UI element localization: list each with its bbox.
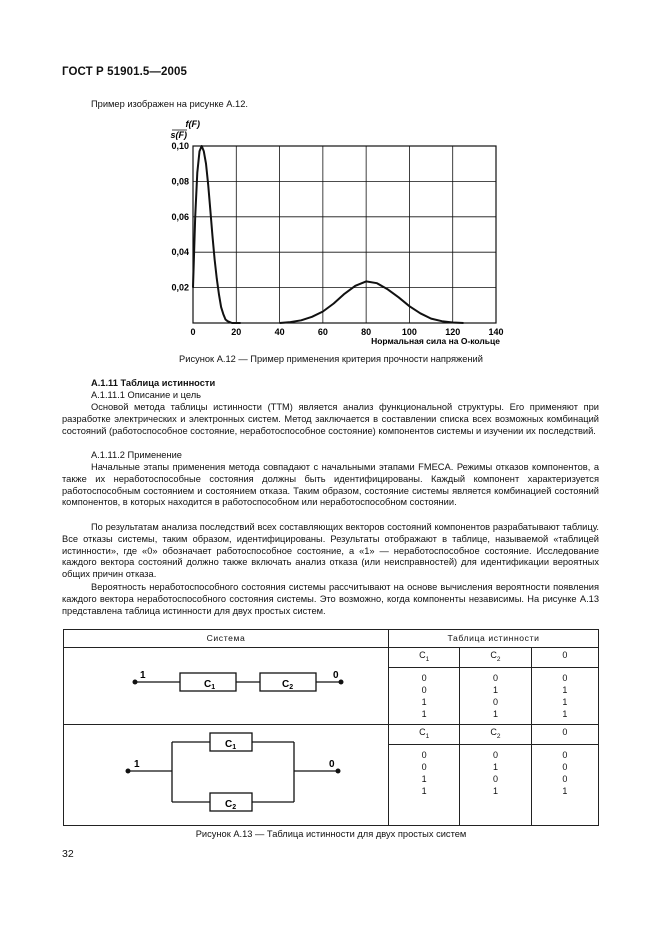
svg-text:C2: $C_2$ [282,679,294,691]
paragraph-4: Вероятность неработоспособного состояния системы рассчитывают на основе вычисления вероятности появления каждого вектора неработоспособного состояния системы. Это возможно, когда компоненты независимы. На рисунке А.13 представлена таблица истинности для двух простых систем. [62,582,599,616]
input-node-label: 1 [134,759,140,770]
paragraph-1: Основой метода таблицы истинности (ТТМ) является анализ функциональной структуры. Его применяют при разработке электрических и электронных систем. Метод заключается в составлении списка всех возможных комбинаций состояний (работоспособное состояние, неработоспособное состояние) компонентов системы и изучении их последствий. [62,402,599,436]
x-tick-label: 100 [401,327,417,337]
stress-strength-chart [0,0,662,360]
y-tick-label: 0,04 [171,247,189,258]
output-node [339,680,344,685]
truth-table [63,629,599,826]
document-title: ГОСТ Р 51901.5—2005 [62,66,187,78]
parallel-output-values: 0 0 0 1 [531,744,598,825]
output-node-label: 0 [333,670,339,681]
paragraph-3: По результатам анализа последствий всех составляющих векторов состояний компонентов разрабатывают таблицу. Все отказы системы, таким образом, идентифицированы. Результаты отображают в таблице, называемой «таблицей истинности», где «0» обозначает работоспособное состояние, а «1» — неработоспособное состояние. Исследование каждого вектора состояний должно также включать анализ отказа (или неисправностей) для идентификации вероятных общих причин отказа. [62,522,599,580]
series-system-cell [64,648,389,725]
header-system: Система [64,630,389,648]
parallel-system-cell [64,725,389,826]
distribution-curve-1 [193,146,241,323]
y-tick-label: 0,06 [171,211,189,222]
x-tick-label: 0 [190,327,196,337]
y-axis-label-top: f(F) [185,119,200,129]
col-output-header: 0 [531,725,598,745]
parallel-c2-values: 0 1 0 1 [460,744,531,825]
subsection-description: А.1.11.1 Описание и цель [91,390,202,400]
figure-13-caption: Рисунок А.13 — Таблица истинности для двух простых систем [195,829,467,839]
svg-text:C1: $C_1$ [204,679,216,691]
svg-text:C1: $C_1$ [225,739,237,751]
subsection-application: А.1.11.2 Применение [91,450,182,460]
series-c1-values: 0 0 1 1 [389,667,460,724]
y-tick-label: 0,02 [171,282,189,293]
intro-text: Пример изображен на рисунке А.12. [91,99,248,109]
component-c1-label: C [225,739,233,750]
col-c2-header: $C_2$ [460,648,531,668]
col-output-header: 0 [531,648,598,668]
component-c2-label: C [282,679,290,690]
x-tick-label: 80 [361,327,372,337]
section-heading: А.1.11 Таблица истинности [91,378,216,388]
col-c1-header: $C_1$ [389,648,460,668]
x-tick-label: 140 [488,327,504,337]
y-axis-label-bottom: s(F) [170,130,187,140]
header-truth-table: Таблица истинности [389,630,599,648]
parallel-c1-values: 0 0 1 1 [389,744,460,825]
figure-12-caption: Рисунок А.12 — Пример применения критерия прочности напряжений [179,354,483,364]
input-node [133,680,138,685]
series-system-diagram [64,648,388,722]
paragraph-2: Начальные этапы применения метода совпадают с начальными этапами FMECA. Режимы отказов компонентов, а также их неработоспособные состояния должны быть идентифицированы. Каждый компонент характеризуется работоспособным состоянием и состоянием отказа. Таким образом, состояние системы является комбинацией состояний компонентов, в которых находится в работоспособном или неработоспособном состоянии. [62,462,599,508]
output-node [336,769,341,774]
chart-grid [193,146,496,323]
series-output-values: 0 1 1 1 [531,667,598,724]
y-tick-label: 0,08 [171,176,189,187]
component-c1-label: C [204,679,212,690]
component-c2-label: C [225,799,233,810]
chart-curves [193,146,464,323]
col-c2-header: $C_2$ [460,725,531,745]
x-tick-label: 40 [274,327,285,337]
y-tick-label: 0,10 [171,141,189,151]
input-node [126,769,131,774]
x-tick-label: 20 [231,327,242,337]
x-tick-label: 60 [317,327,328,337]
parallel-system-diagram [64,725,388,823]
x-tick-label: 120 [445,327,461,337]
page-number: 32 [62,848,74,860]
plot-frame [193,146,496,323]
svg-text:C2: $C_2$ [225,799,237,811]
input-node-label: 1 [140,670,146,681]
output-node-label: 0 [329,759,335,770]
x-axis-label: Нормальная сила на О-кольце [371,336,500,346]
col-c1-header: $C_1$ [389,725,460,745]
series-c2-values: 0 1 0 1 [460,667,531,724]
